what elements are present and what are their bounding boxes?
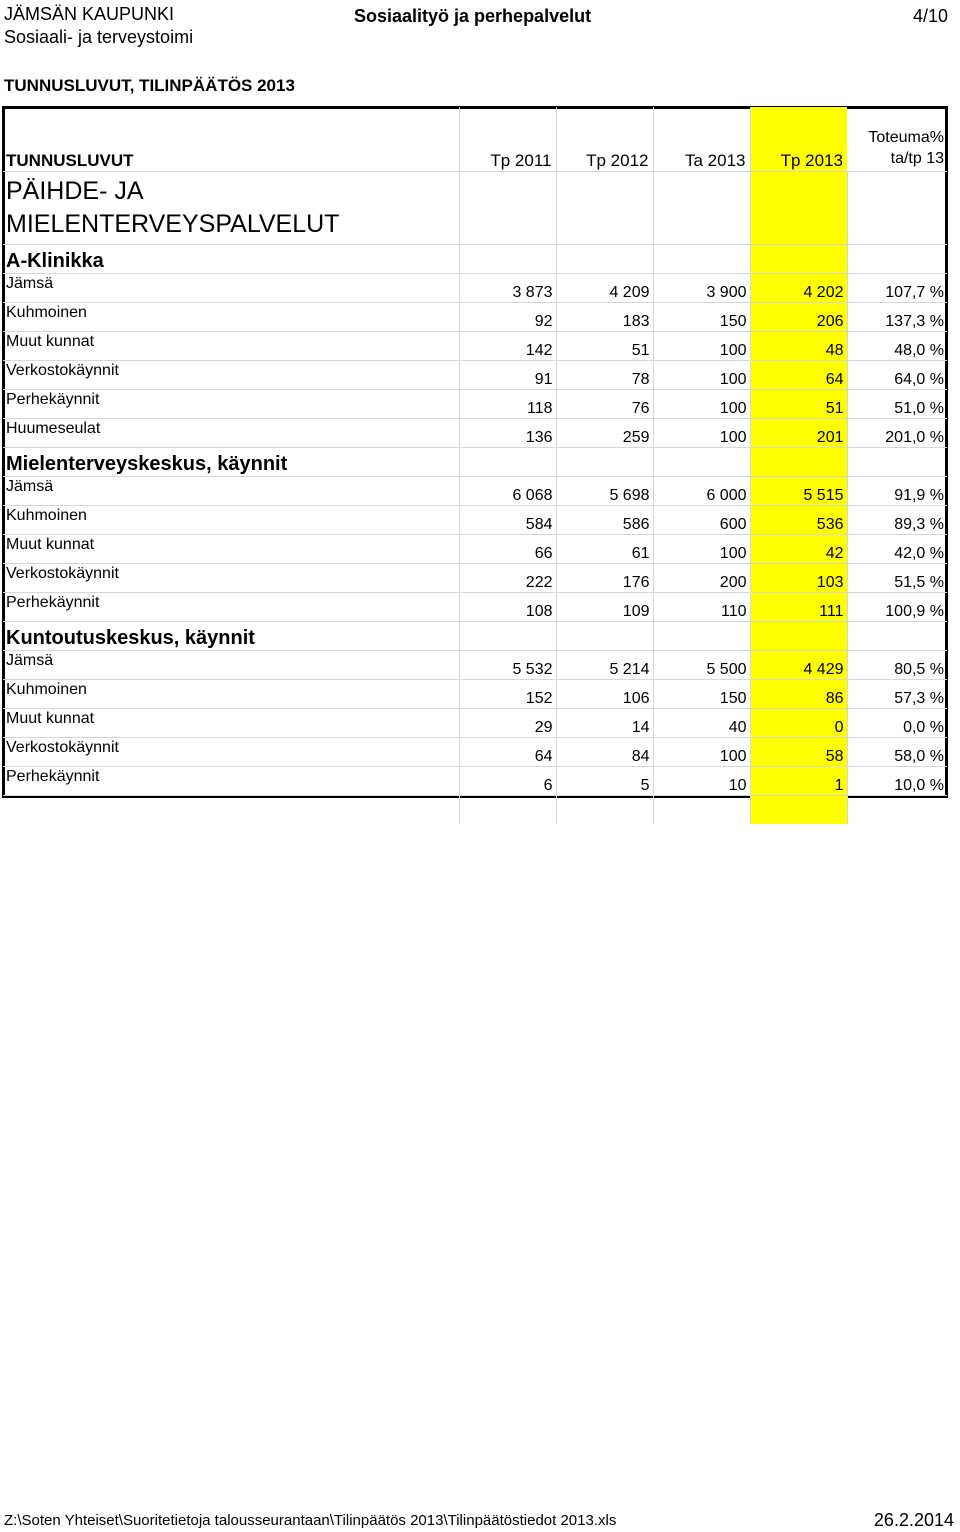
- tp2012-value: 106: [556, 680, 653, 709]
- table-row: [3, 332, 947, 361]
- toteuma-label: Toteuma%: [868, 129, 944, 146]
- document-title: TUNNUSLUVUT, TILINPÄÄTÖS 2013: [4, 76, 295, 95]
- tp2012-value: 78: [556, 361, 653, 390]
- ta2013-value: 100: [653, 361, 750, 390]
- tp2012-value: 4 209: [556, 274, 653, 303]
- empty-cell: [3, 796, 459, 825]
- toteuma-sublabel: ta/tp 13: [890, 150, 944, 167]
- toteuma-value: 107,7 %: [847, 274, 947, 303]
- tp2011-value: 91: [459, 361, 556, 390]
- ta2013-value: 6 000: [653, 477, 750, 506]
- toteuma-value: 137,3 %: [847, 303, 947, 332]
- tp2011-value: 29: [459, 709, 556, 738]
- tp2013-value: 103: [750, 564, 847, 593]
- organization-unit: Sosiaali- ja terveystoimi: [4, 27, 194, 47]
- empty-cell: [750, 796, 847, 825]
- section-header-row: [3, 245, 947, 274]
- tp2012-value: 76: [556, 390, 653, 419]
- tp2012-value: 259: [556, 419, 653, 448]
- empty-cell: [847, 172, 947, 245]
- organization-name: JÄMSÄN KAUPUNKI: [4, 4, 175, 24]
- ta2013-value: 100: [653, 390, 750, 419]
- tp2012-value: 5 698: [556, 477, 653, 506]
- tp2013-value: 206: [750, 303, 847, 332]
- toteuma-value: 91,9 %: [847, 477, 947, 506]
- tp2011-value: 108: [459, 593, 556, 622]
- tp2011-value: 222: [459, 564, 556, 593]
- tp2012-value: 51: [556, 332, 653, 361]
- table-row: [3, 651, 947, 680]
- ta2013-value: 600: [653, 506, 750, 535]
- empty-cell: [459, 245, 556, 274]
- empty-cell: [653, 448, 750, 477]
- tp2013-value: 201: [750, 419, 847, 448]
- ta2013-value: 100: [653, 738, 750, 767]
- empty-cell: [556, 796, 653, 825]
- table-row: [3, 535, 947, 564]
- table-header-row: [3, 107, 947, 172]
- toteuma-value: 64,0 %: [847, 361, 947, 390]
- row-label: Jämsä: [3, 477, 459, 506]
- toteuma-value: 80,5 %: [847, 651, 947, 680]
- row-label: Huumeseulat: [3, 419, 459, 448]
- tp2013-value: 4 429: [750, 651, 847, 680]
- row-label: Kuhmoinen: [3, 506, 459, 535]
- tp2012-value: 586: [556, 506, 653, 535]
- toteuma-value: 89,3 %: [847, 506, 947, 535]
- row-label: Verkostokäynnit: [3, 738, 459, 767]
- toteuma-value: 57,3 %: [847, 680, 947, 709]
- section-header-row: [3, 448, 947, 477]
- empty-cell: [653, 245, 750, 274]
- table-row: [3, 477, 947, 506]
- row-label: Jämsä: [3, 274, 459, 303]
- column-header-tp2011: Tp 2011: [459, 107, 556, 172]
- tp2011-value: 64: [459, 738, 556, 767]
- empty-cell: [459, 622, 556, 651]
- column-header-toteuma: [847, 107, 947, 172]
- toteuma-value: 10,0 %: [847, 767, 947, 796]
- row-label: Perhekäynnit: [3, 390, 459, 419]
- column-header-tp2013: Tp 2013: [750, 107, 847, 172]
- toteuma-value: 48,0 %: [847, 332, 947, 361]
- toteuma-value: 42,0 %: [847, 535, 947, 564]
- tp2011-value: 136: [459, 419, 556, 448]
- table-row: [3, 419, 947, 448]
- table-row: [3, 709, 947, 738]
- toteuma-value: 0,0 %: [847, 709, 947, 738]
- ta2013-value: 5 500: [653, 651, 750, 680]
- ta2013-value: 3 900: [653, 274, 750, 303]
- table-row: [3, 564, 947, 593]
- main-title-row: [3, 172, 947, 245]
- table-row: [3, 506, 947, 535]
- row-label: Muut kunnat: [3, 535, 459, 564]
- row-label: Jämsä: [3, 651, 459, 680]
- tp2013-value: 0: [750, 709, 847, 738]
- print-date: 26.2.2014: [873, 1510, 954, 1530]
- toteuma-value: 51,0 %: [847, 390, 947, 419]
- header-label: TUNNUSLUVUT: [3, 107, 459, 172]
- tp2012-value: 84: [556, 738, 653, 767]
- empty-cell: [653, 622, 750, 651]
- ta2013-value: 10: [653, 767, 750, 796]
- ta2013-value: 100: [653, 332, 750, 361]
- tp2013-value: 5 515: [750, 477, 847, 506]
- empty-cell: [556, 245, 653, 274]
- tp2012-value: 14: [556, 709, 653, 738]
- tp2012-value: 109: [556, 593, 653, 622]
- section-title: A-Klinikka: [3, 245, 459, 274]
- file-path: Z:\Soten Yhteiset\Suoritetietoja talousseurantaan\Tilinpäätös 2013\Tilinpäätöstiedot 2013.xls: [4, 1512, 617, 1529]
- table-row: [3, 361, 947, 390]
- tp2012-value: 176: [556, 564, 653, 593]
- section-header-row: [3, 622, 947, 651]
- tp2011-value: 66: [459, 535, 556, 564]
- table-row: [3, 390, 947, 419]
- tp2012-value: 183: [556, 303, 653, 332]
- row-label: Kuhmoinen: [3, 303, 459, 332]
- empty-cell: [847, 448, 947, 477]
- row-label: Perhekäynnit: [3, 593, 459, 622]
- section-title: Kuntoutuskeskus, käynnit: [3, 622, 459, 651]
- page-number: 4/10: [912, 6, 948, 26]
- blank-row: [3, 796, 947, 825]
- tp2012-value: 61: [556, 535, 653, 564]
- empty-cell: [750, 448, 847, 477]
- tp2011-value: 92: [459, 303, 556, 332]
- empty-cell: [653, 172, 750, 245]
- empty-cell: [556, 172, 653, 245]
- tp2013-value: 86: [750, 680, 847, 709]
- tp2011-value: 3 873: [459, 274, 556, 303]
- empty-cell: [459, 448, 556, 477]
- column-header-ta2013: Ta 2013: [653, 107, 750, 172]
- empty-cell: [653, 796, 750, 825]
- ta2013-value: 40: [653, 709, 750, 738]
- tp2013-value: 111: [750, 593, 847, 622]
- tp2012-value: 5: [556, 767, 653, 796]
- ta2013-value: 110: [653, 593, 750, 622]
- table-row: [3, 274, 947, 303]
- empty-cell: [750, 622, 847, 651]
- row-label: Perhekäynnit: [3, 767, 459, 796]
- empty-cell: [750, 245, 847, 274]
- toteuma-value: 100,9 %: [847, 593, 947, 622]
- empty-cell: [556, 448, 653, 477]
- empty-cell: [750, 172, 847, 245]
- ta2013-value: 100: [653, 419, 750, 448]
- empty-cell: [847, 622, 947, 651]
- empty-cell: [556, 622, 653, 651]
- tp2011-value: 142: [459, 332, 556, 361]
- tp2013-value: 58: [750, 738, 847, 767]
- key-figures-table: [3, 107, 947, 824]
- ta2013-value: 200: [653, 564, 750, 593]
- main-title: PÄIHDE- JA MIELENTERVEYSPALVELUT: [3, 172, 459, 245]
- row-label: Kuhmoinen: [3, 680, 459, 709]
- table-row: [3, 767, 947, 796]
- department-title: Sosiaalityö ja perhepalvelut: [354, 6, 592, 26]
- tp2013-value: 42: [750, 535, 847, 564]
- tp2011-value: 584: [459, 506, 556, 535]
- tp2013-value: 1: [750, 767, 847, 796]
- tp2011-value: 6: [459, 767, 556, 796]
- empty-cell: [847, 796, 947, 825]
- tp2013-value: 64: [750, 361, 847, 390]
- toteuma-value: 58,0 %: [847, 738, 947, 767]
- table-row: [3, 303, 947, 332]
- ta2013-value: 100: [653, 535, 750, 564]
- table-row: [3, 680, 947, 709]
- tp2011-value: 118: [459, 390, 556, 419]
- section-title: Mielenterveyskeskus, käynnit: [3, 448, 459, 477]
- tp2013-value: 4 202: [750, 274, 847, 303]
- toteuma-value: 51,5 %: [847, 564, 947, 593]
- toteuma-value: 201,0 %: [847, 419, 947, 448]
- row-label: Verkostokäynnit: [3, 564, 459, 593]
- column-header-tp2012: Tp 2012: [556, 107, 653, 172]
- row-label: Muut kunnat: [3, 332, 459, 361]
- table-row: [3, 593, 947, 622]
- tp2013-value: 48: [750, 332, 847, 361]
- ta2013-value: 150: [653, 303, 750, 332]
- table-row: [3, 738, 947, 767]
- tp2013-value: 536: [750, 506, 847, 535]
- tp2013-value: 51: [750, 390, 847, 419]
- row-label: Muut kunnat: [3, 709, 459, 738]
- row-label: Verkostokäynnit: [3, 361, 459, 390]
- tp2011-value: 152: [459, 680, 556, 709]
- ta2013-value: 150: [653, 680, 750, 709]
- tp2012-value: 5 214: [556, 651, 653, 680]
- tp2011-value: 5 532: [459, 651, 556, 680]
- empty-cell: [459, 796, 556, 825]
- tp2011-value: 6 068: [459, 477, 556, 506]
- empty-cell: [459, 172, 556, 245]
- empty-cell: [847, 245, 947, 274]
